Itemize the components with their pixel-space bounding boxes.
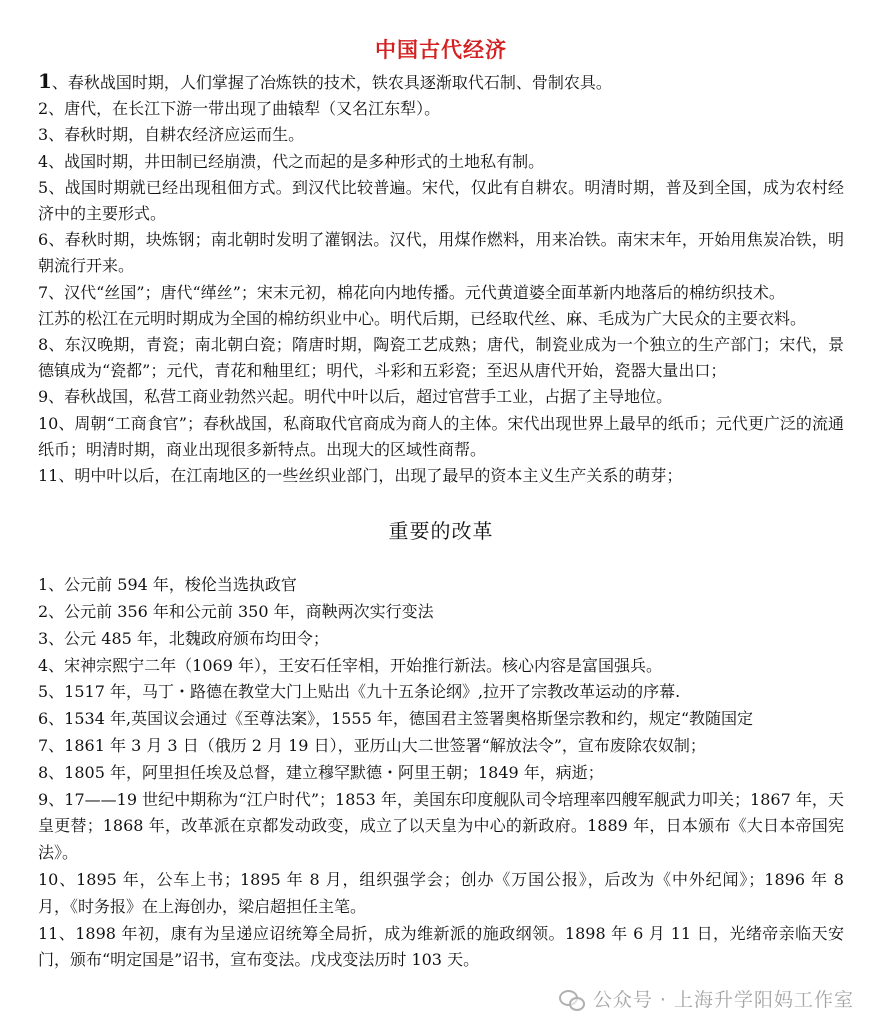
economy-item-4: 4、战国时期，井田制已经崩溃，代之而起的是多种形式的土地私有制。 [38, 151, 545, 171]
reform-item-6: 6、1534 年,英国议会通过《至尊法案》，1555 年，德国君主签署奥格斯堡宗教和约，规定“教随国定 [38, 709, 754, 729]
economy-item-1 [38, 68, 844, 96]
section-important-reforms [38, 515, 844, 974]
section-ancient-economy [38, 34, 844, 489]
reform-item-3: 3、公元 485 年，北魏政府颁布均田令； [38, 628, 329, 648]
reform-item-7: 7、1861 年 3 月 3 日（俄历 2 月 19 日），亚历山大二世签署“解放法令”，宣布废除农奴制； [38, 736, 706, 756]
reform-item-10: 10、1895 年，公车上书；1895 年 8 月，组织强学会；创办《万国公报》，后改为《中外纪闻》；1896 年 8 月，《时务报》在上海创办，梁启超担任主笔。 [38, 870, 844, 916]
wechat-icon [559, 988, 585, 1010]
watermark [559, 985, 854, 1012]
economy-item-5: 5、战国时期就已经出现租佃方式。到汉代比较普遍。宋代，仅此有自耕农。明清时期，普及到全国，成为农村经济中的主要形式。 [38, 177, 844, 224]
economy-item-1-text: 、春秋战国时期，人们掌握了冶炼铁的技术，铁农具逐渐取代石制、骨制农具。 [51, 73, 612, 92]
reform-item-2: 2、公元前 356 年和公元前 350 年，商鞅两次实行变法 [38, 602, 434, 622]
reform-item-4: 4、宋神宗熙宁二年（1069 年），王安石任宰相，开始推行新法。核心内容是富国强兵。 [38, 655, 662, 675]
economy-item-3: 3、春秋时期，自耕农经济应运而生。 [38, 125, 305, 145]
economy-item-2: 2、唐代，在长江下游一带出现了曲辕犁（又名江东犁）。 [38, 99, 441, 119]
economy-item-7b: 江苏的松江在元明时期成为全国的棉纺织业中心。明代后期，已经取代丝、麻、毛成为广大民众的主要衣料。 [38, 308, 807, 328]
economy-item-10: 10、周朝“工商食官”；春秋战国，私商取代官商成为商人的主体。宋代出现世界上最早的纸币；元代更广泛的流通纸币；明清时期，商业出现很多新特点。出现大的区域性商帮。 [38, 413, 844, 459]
reform-item-11: 11、1898 年初，康有为呈递应诏统筹全局折，成为维新派的施政纲领。1898 年 6 月 11 日，光绪帝亲临天安门，颁布“明定国是”诏书，宣布变法。戊戌变法历时 103 天。 [38, 923, 844, 970]
reform-item-8: 8、1805 年，阿里担任埃及总督，建立穆罕默德・阿里王朝；1849 年，病逝； [38, 762, 604, 782]
economy-item-6: 6、春秋时期，块炼钢；南北朝时发明了灌钢法。汉代，用煤作燃料，用来冶铁。南宋末年，开始用焦炭冶铁，明朝流行开来。 [38, 230, 844, 276]
economy-list [38, 68, 844, 489]
economy-item-1-number: 1 [38, 69, 52, 93]
economy-item-9: 9、春秋战国，私营工商业勃然兴起。明代中叶以后，超过官营手工业，占据了主导地位。 [38, 387, 673, 407]
reform-item-5: 5、1517 年，马丁・路德在教堂大门上贴出《九十五条论纲》,拉开了宗教改革运动的序幕. [38, 682, 681, 702]
reforms-list [38, 572, 844, 974]
economy-item-8: 8、东汉晚期，青瓷；南北朝白瓷；隋唐时期，陶瓷工艺成熟；唐代，制瓷业成为一个独立的生产部门；宋代，景德镇成为“瓷都”；元代，青花和釉里红；明代，斗彩和五彩瓷；至迟从唐代开始，瓷器大量出口； [38, 335, 844, 381]
economy-item-7: 7、汉代“丝国”；唐代“缂丝”；宋末元初，棉花向内地传播。元代黄道婆全面革新内地落后的棉纺织技术。 [38, 282, 785, 302]
economy-item-11: 11、明中叶以后，在江南地区的一些丝织业部门，出现了最早的资本主义生产关系的萌芽； [38, 466, 683, 486]
watermark-text: 公众号 · 上海升学阳妈工作室 [592, 989, 854, 1011]
reform-item-9: 9、17——19 世纪中期称为“江户时代”；1853 年，美国东印度舰队司令培理率四艘军舰武力叩关；1867 年，天皇更替；1868 年，改革派在京都发动政变，成立了以天皇为中心的新政府。1889 年，日本颁布《大日本帝国宪法》。 [38, 789, 844, 863]
section-title-reforms: 重要的改革 [388, 519, 494, 544]
reform-item-1: 1、公元前 594 年，梭伦当选执政官 [38, 575, 297, 595]
section-title-economy: 中国古代经济 [375, 37, 507, 62]
